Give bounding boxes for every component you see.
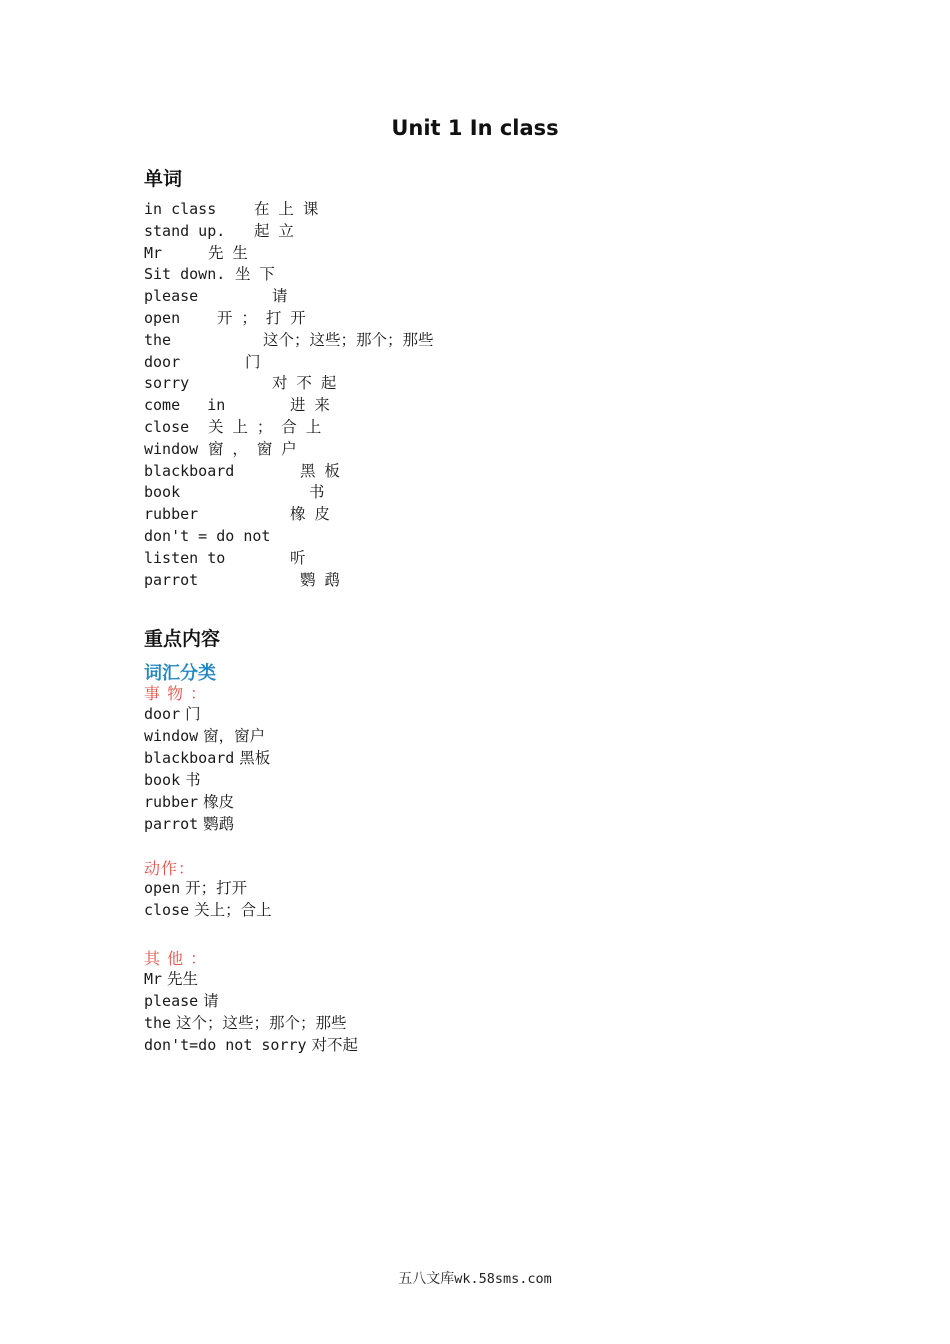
category-heading: 词汇分类 <box>144 663 216 684</box>
item-en: door <box>144 705 181 723</box>
vocab-zh: 在 上 课 <box>254 200 321 218</box>
page-title: Unit 1 In class <box>391 116 559 140</box>
vocab-zh: 起 立 <box>254 221 296 240</box>
vocab-zh: 坐 下 <box>235 265 277 284</box>
item-zh: 对不起 <box>311 1036 359 1054</box>
vocab-zh: 关 上 ； 合 上 <box>208 417 324 436</box>
vocab-en: close <box>144 417 190 436</box>
item-zh: 书 <box>185 771 201 789</box>
group-item <box>144 791 270 813</box>
item-en: book <box>144 771 181 789</box>
vocab-en: book <box>144 483 181 502</box>
vocab-en: come in <box>144 396 226 415</box>
group-item <box>144 990 358 1012</box>
item-zh: 请 <box>203 992 219 1010</box>
vocab-en: open <box>144 308 181 327</box>
vocab-row <box>144 439 434 461</box>
group-item <box>144 1012 358 1034</box>
vocab-en: door <box>144 352 181 371</box>
footer-url: wk.58sms.com <box>454 1271 552 1287</box>
vocab-en: listen to <box>144 548 226 567</box>
vocab-en: don't = do not <box>144 526 271 545</box>
vocab-zh: 窗 ， 窗 户 <box>208 439 299 458</box>
item-zh: 先生 <box>167 970 199 988</box>
group-item <box>144 1034 358 1056</box>
vocab-row <box>144 221 434 243</box>
vocab-en: blackboard <box>144 461 235 480</box>
vocab-en: please <box>144 287 199 306</box>
group-item <box>144 899 272 921</box>
group-item <box>144 725 270 747</box>
vocab-zh: 橡 皮 <box>290 505 332 524</box>
item-en: rubber <box>144 793 199 811</box>
item-zh: 黑板 <box>239 749 271 767</box>
vocab-row <box>144 264 434 286</box>
vocab-en: in class <box>144 200 217 218</box>
group-list-things <box>144 703 270 835</box>
group-label-others: 其 他 ： <box>144 949 208 968</box>
group-list-others <box>144 968 358 1056</box>
footer-watermark <box>0 1268 950 1288</box>
group-item <box>144 877 272 899</box>
item-en: please <box>144 992 199 1010</box>
vocab-row <box>144 308 434 330</box>
item-en: window <box>144 727 199 745</box>
vocab-en: rubber <box>144 505 199 524</box>
group-item <box>144 747 270 769</box>
group-item <box>144 968 358 990</box>
vocab-row <box>144 526 434 548</box>
vocab-row <box>144 482 434 504</box>
vocab-row <box>144 570 434 592</box>
item-zh: 门 <box>185 705 201 723</box>
vocab-row <box>144 199 434 221</box>
vocab-en: sorry <box>144 374 190 393</box>
item-en: the <box>144 1014 172 1032</box>
item-zh: 关上；合上 <box>194 901 272 919</box>
vocab-row <box>144 286 434 308</box>
item-en: close <box>144 901 190 919</box>
vocab-heading: 单词 <box>144 168 183 190</box>
group-list-actions <box>144 877 272 921</box>
vocab-en: window <box>144 439 199 458</box>
vocab-zh: 进 来 <box>290 396 332 415</box>
item-zh: 这个；这些；那个；那些 <box>176 1014 347 1032</box>
group-item <box>144 769 270 791</box>
vocab-zh: 先 生 <box>208 243 250 262</box>
item-en: Mr <box>144 970 163 988</box>
vocab-zh: 请 <box>272 287 290 306</box>
vocab-row <box>144 330 434 352</box>
vocab-en: Sit down. <box>144 265 226 284</box>
vocab-zh: 书 <box>309 483 327 502</box>
vocab-row <box>144 417 434 439</box>
vocab-row <box>144 504 434 526</box>
item-en: don't=do not sorry <box>144 1036 307 1054</box>
vocab-zh: 听 <box>290 548 308 567</box>
vocab-list <box>144 199 434 591</box>
vocab-zh: 这个；这些；那个；那些 <box>263 330 434 349</box>
vocab-en: Mr <box>144 243 163 262</box>
item-zh: 窗，窗户 <box>203 727 266 745</box>
vocab-zh: 黑 板 <box>300 461 342 480</box>
group-item <box>144 813 270 835</box>
vocab-zh: 门 <box>245 352 263 371</box>
key-content-heading: 重点内容 <box>144 628 221 650</box>
group-label-things: 事 物 ： <box>144 684 208 703</box>
vocab-zh: 鹦 鹉 <box>300 570 342 589</box>
vocab-zh: 开 ； 打 开 <box>217 308 308 327</box>
group-item <box>144 703 270 725</box>
item-zh: 橡皮 <box>203 793 235 811</box>
vocab-row <box>144 243 434 265</box>
vocab-row <box>144 461 434 483</box>
vocab-en: the <box>144 330 172 349</box>
vocab-row <box>144 373 434 395</box>
group-label-actions: 动作： <box>144 859 196 878</box>
item-en: blackboard <box>144 749 235 767</box>
vocab-row <box>144 352 434 374</box>
vocab-zh: 对 不 起 <box>272 374 339 393</box>
vocab-row <box>144 395 434 417</box>
vocab-row <box>144 548 434 570</box>
vocab-en: stand up. <box>144 221 226 240</box>
vocab-en: parrot <box>144 570 199 589</box>
item-en: parrot <box>144 815 199 833</box>
item-zh: 鹦鹉 <box>203 815 235 833</box>
item-zh: 开；打开 <box>185 879 248 897</box>
item-en: open <box>144 879 181 897</box>
footer-site-name: 五八文库 <box>398 1271 455 1287</box>
